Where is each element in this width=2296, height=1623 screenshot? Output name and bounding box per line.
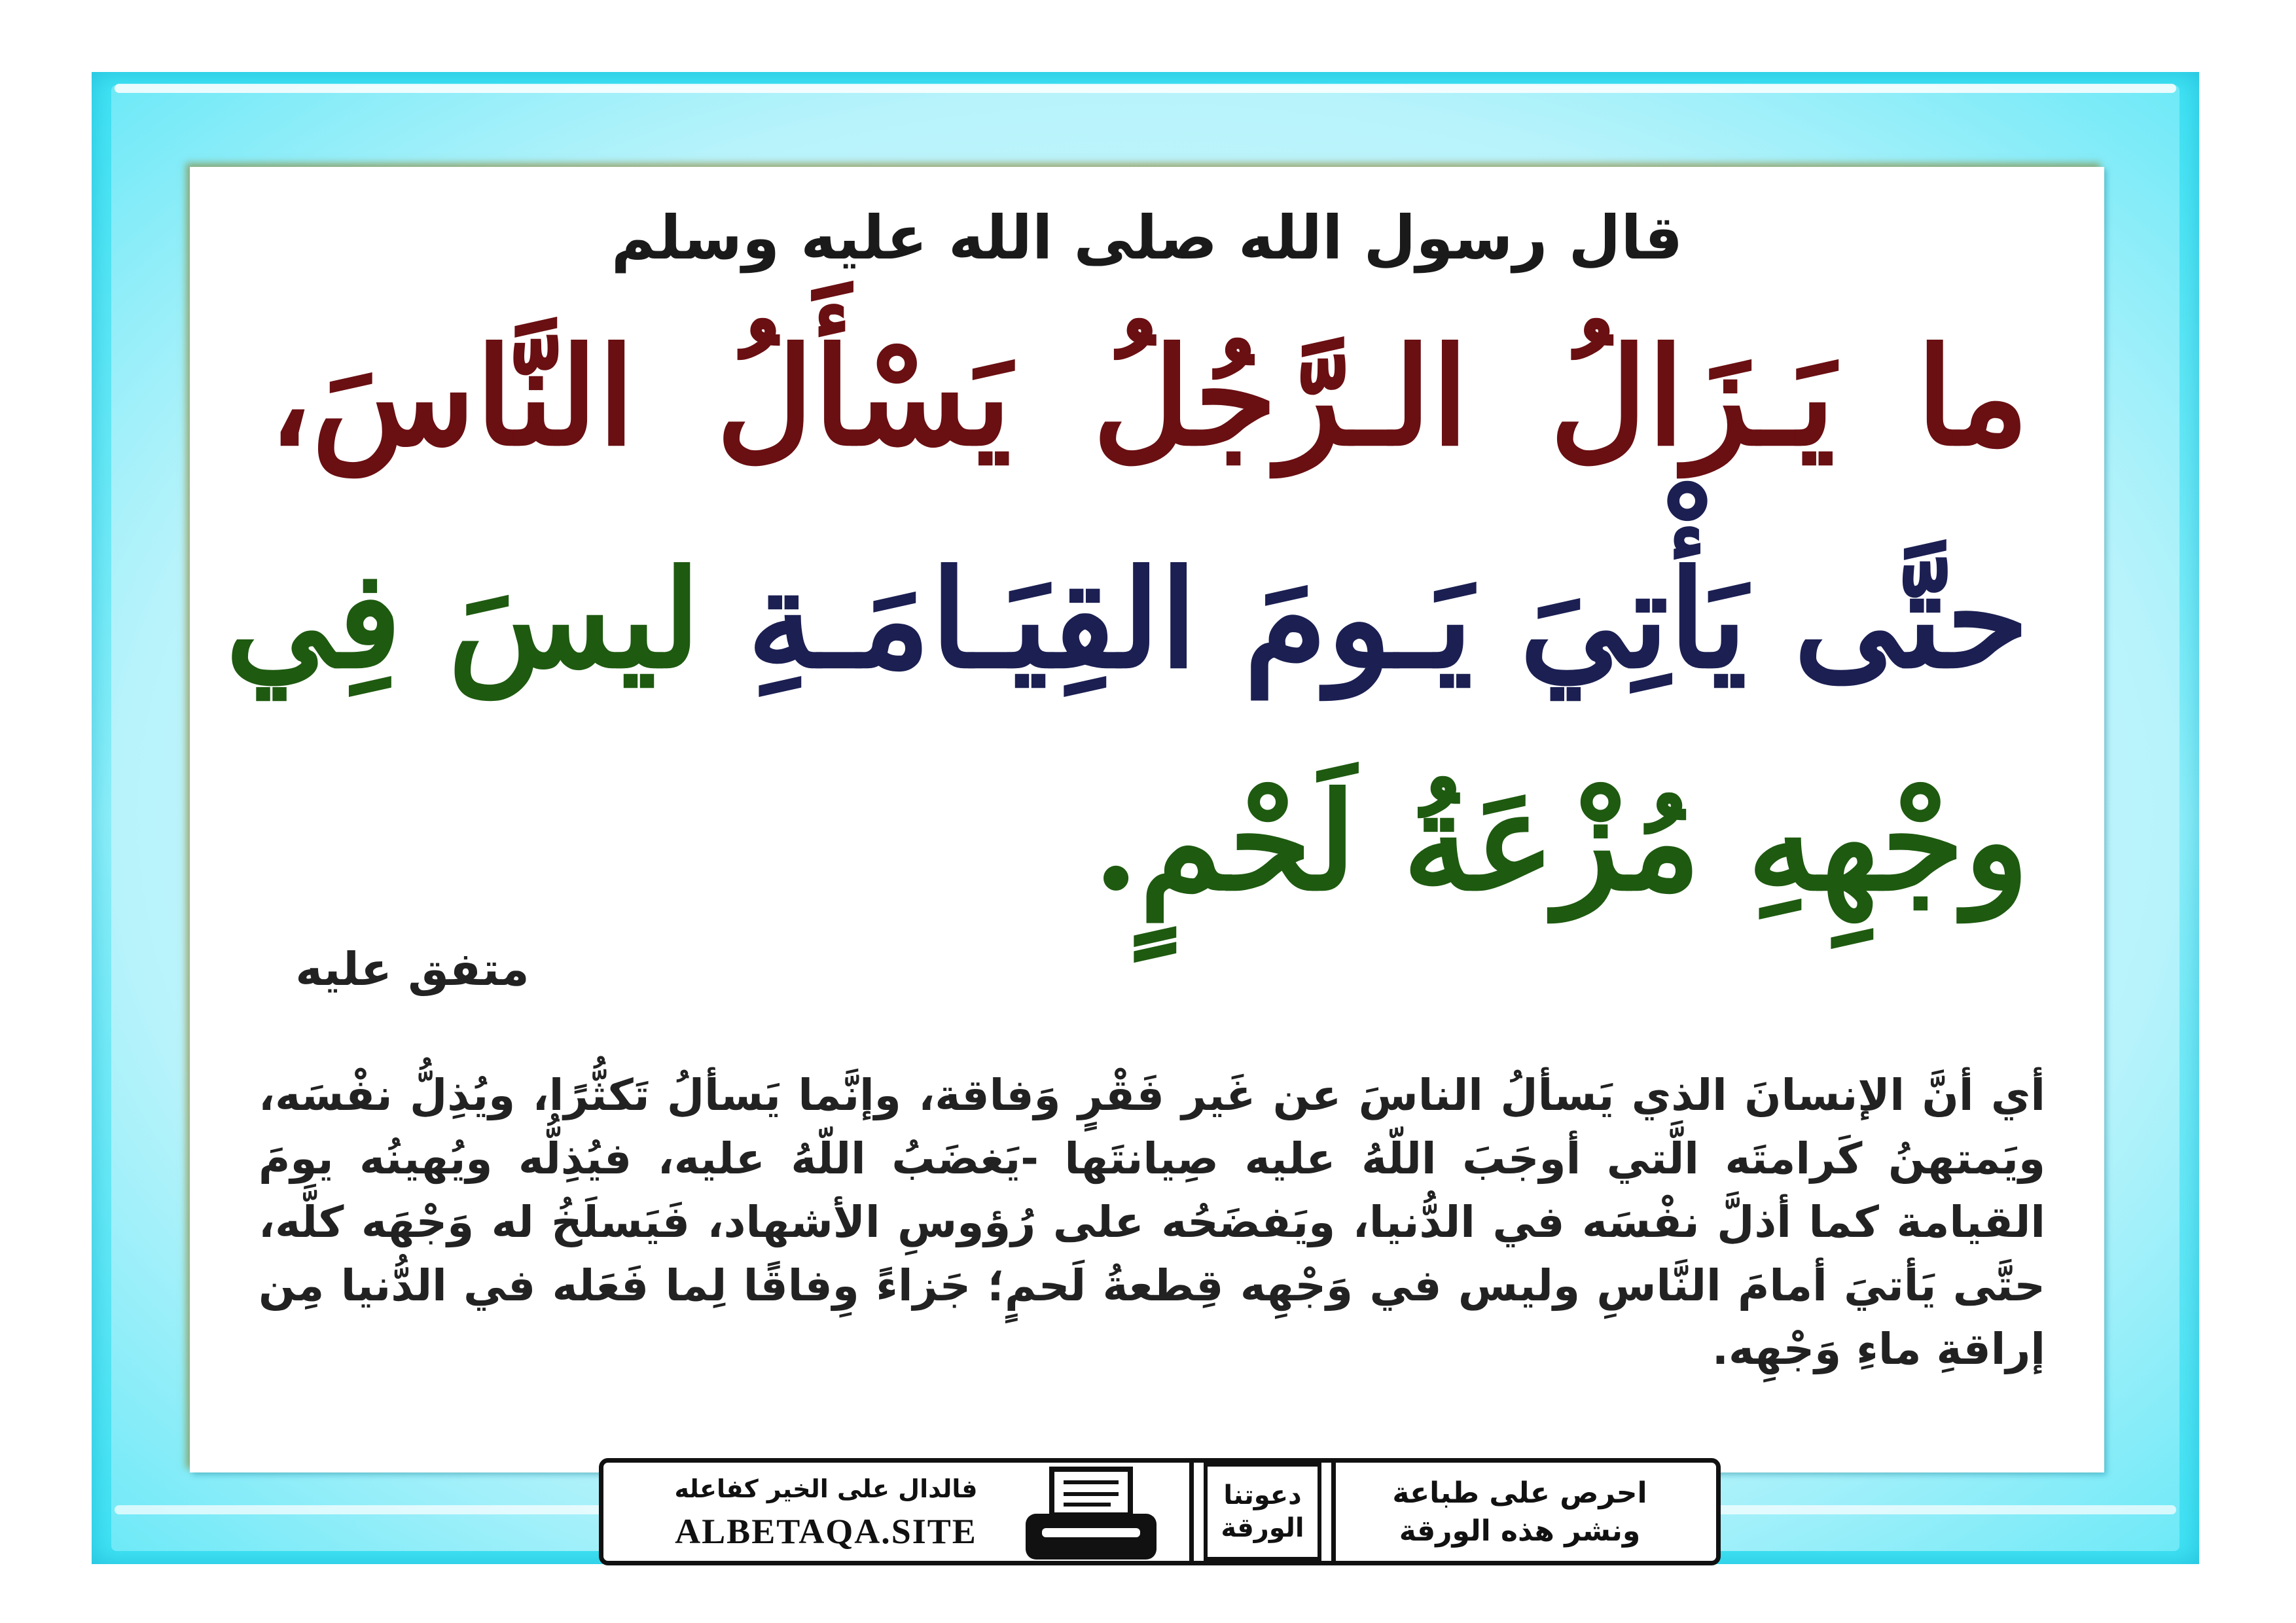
footer-notice-line-2: ونشر هذه الورقة <box>1399 1514 1641 1548</box>
hadith-source: متفق عليه <box>295 942 529 996</box>
logo-mark: دعوتنا الورقة <box>1204 1463 1321 1561</box>
hadith-line-3: وجْهِهِ مُزْعَةُ لَحْمٍ. <box>1092 764 2029 921</box>
explanation-paragraph: أي أنَّ الإنسانَ الذي يَسألُ الناسَ عن غَير فَقْرٍ وَفاقة، وإنَّما يَسألُ تَكثُّرًا، ويُذِلُّ نفْسَه، ويَمتهنُ كَرامتَه الَّتي أوجَبَ اللّهُ عليه صِيانتَها -يَغضَبُ اللّهُ عليه، فيُذِلُّه ويُهينُه يومَ القيامة كما أذلَّ نفْسَه في الدُّنيا، ويَفضَحُه على رُؤوسِ الأشهاد، فَيَسلَخُ له وَجْهَه كلَّه، حتَّى يَأتيَ أمامَ النَّاسِ وليس في وَجْهِه قِطعةُ لَحمٍ؛ جَزاءً وِفاقًا لِما فَعَله في الدُّنيا مِن إراقةِ ماءِ وَجْهِه. <box>259 1070 2045 1374</box>
footer-tagline: فالدال على الخير كفاعله <box>674 1474 978 1503</box>
logo-box <box>1189 1463 1336 1561</box>
hadith-line-1: ما يَـزَالُ الـرَّجُلُ يَسْأَلُ النَّاسَ، <box>268 319 2029 476</box>
hadith-line-2-part-2: ليسَ فِي <box>225 541 701 698</box>
hadith-line-2-part-1: حتَّى يَأْتِيَ يَـومَ القِيَـامَـةِ <box>747 541 2029 698</box>
footer-bar <box>599 1458 1721 1565</box>
footer-notice-line-1: احرص على طباعة <box>1392 1476 1647 1510</box>
footer-site-block <box>630 1474 1022 1552</box>
footer-site-link[interactable]: ALBETAQA.SITE <box>675 1512 977 1551</box>
content-card <box>190 167 2104 1472</box>
printer-icon <box>1006 1463 1176 1567</box>
footer-notice <box>1350 1474 1690 1550</box>
hadith-line-2 <box>225 541 2029 698</box>
frame-highlight-top <box>115 84 2176 93</box>
intro-text: قال رسول الله صلى الله عليه وسلم <box>611 203 1683 273</box>
